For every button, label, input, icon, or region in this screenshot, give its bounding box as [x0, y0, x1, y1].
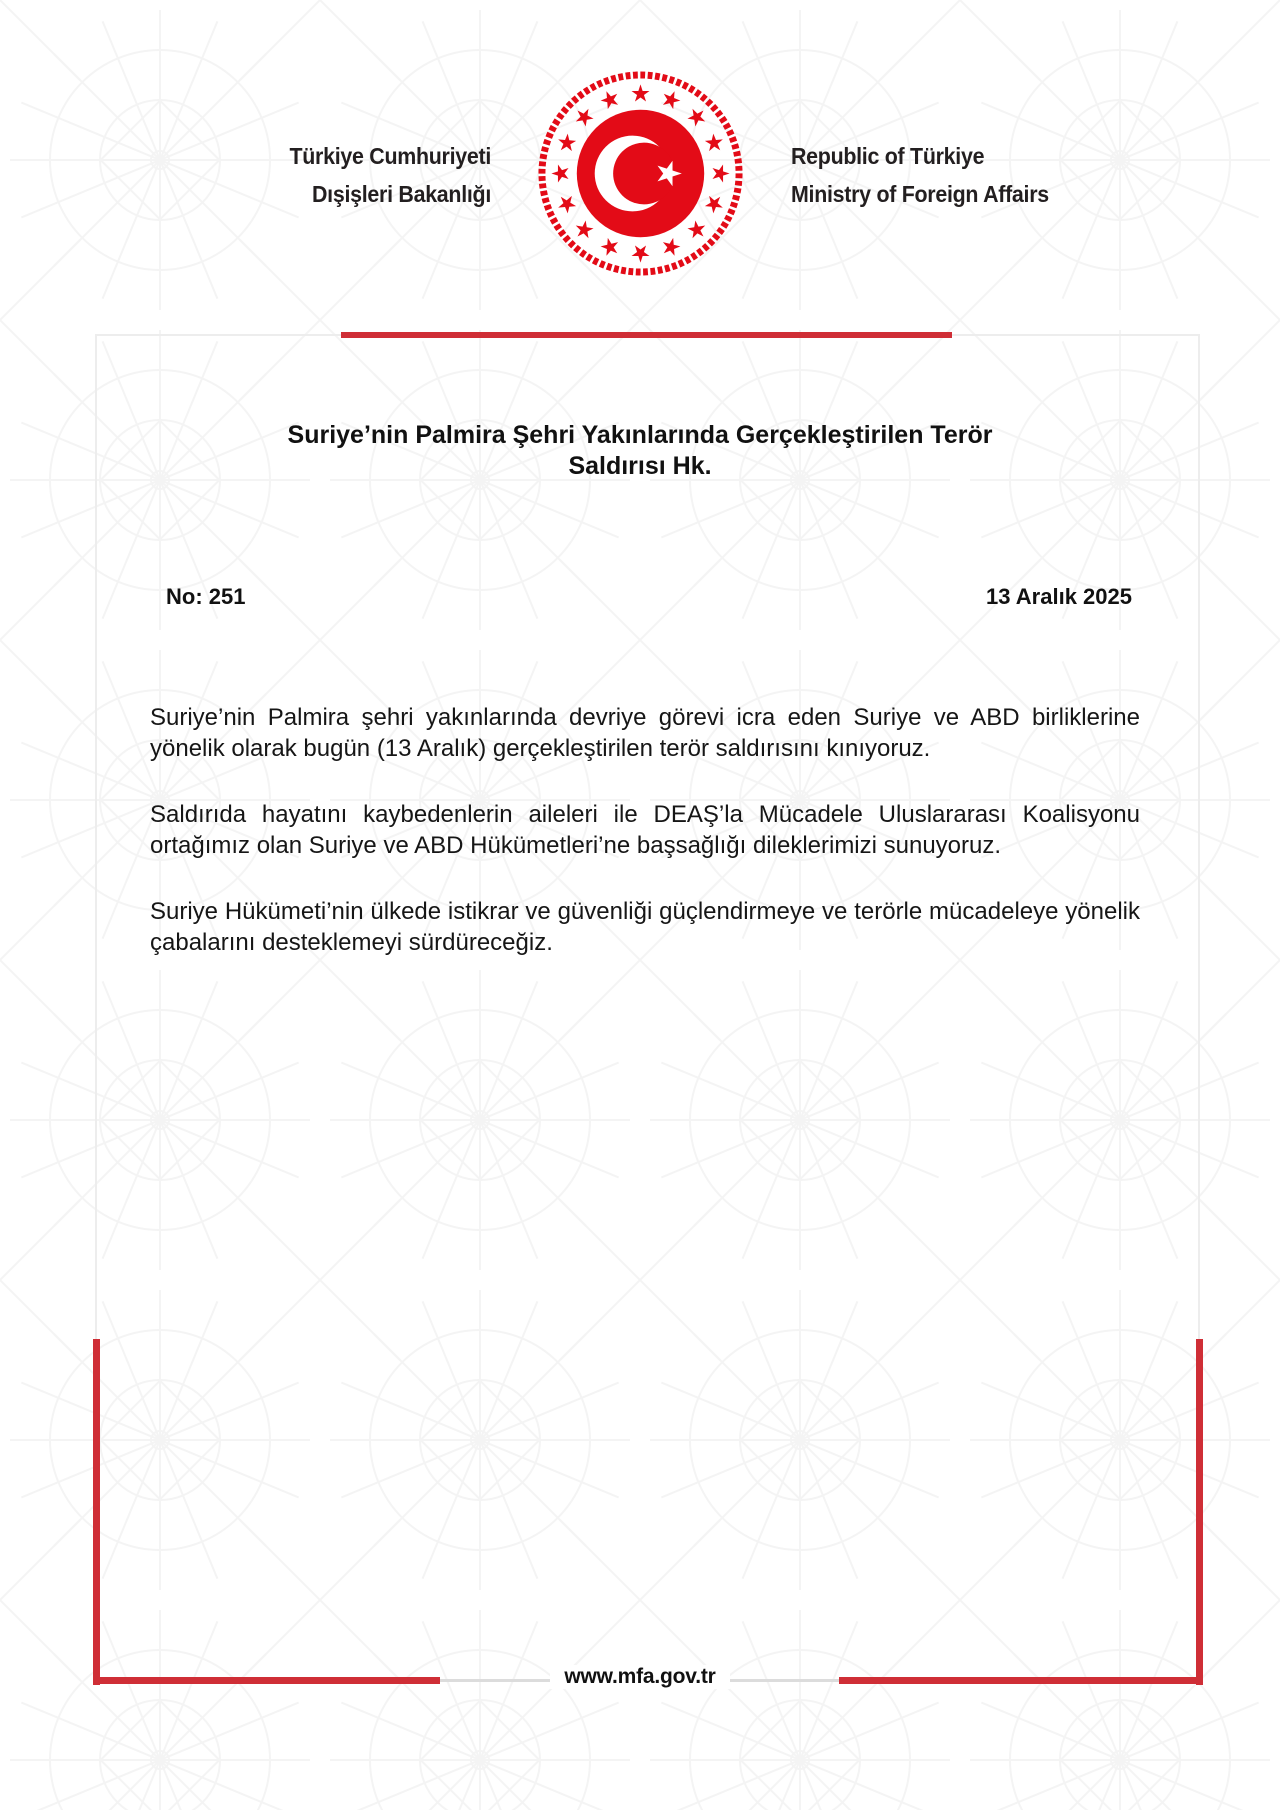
frame-top-red-rule: [341, 332, 952, 338]
document-title-line1: Suriye’nin Palmira Şehri Yakınlarında Gerçekleştirilen Terör: [287, 421, 993, 449]
document-date: 13 Aralık 2025: [986, 584, 1132, 609]
frame-left-red-rule: [93, 1339, 100, 1685]
body-paragraph-1: Suriye’nin Palmira şehri yakınlarında devriye görevi icra eden Suriye ve ABD birliklerine yönelik olarak bugün (13 Aralık) gerçekleştirilen terör saldırısını kınıyoruz.: [150, 704, 1140, 762]
frame-right-red-rule: [1196, 1339, 1203, 1685]
footer: [0, 1665, 1280, 1689]
turkey-mfa-emblem-icon: [533, 66, 748, 281]
document-number: No: 251: [166, 584, 246, 609]
org-name-turkish: [230, 137, 491, 213]
decorative-frame: [95, 334, 1200, 1682]
website-link[interactable]: www.mfa.gov.tr: [550, 1665, 729, 1689]
body-paragraph-3: Suriye Hükümeti’nin ülkede istikrar ve güvenliği güçlendirmeye ve terörle mücadeleye yönelik çabalarını desteklemeyi sürdüreceğiz.: [150, 898, 1140, 956]
body-paragraph-2: Saldırıda hayatını kaybedenlerin aileleri ile DEAŞ’la Mücadele Uluslararası Koalisyonu ortağımız olan Suriye ve ABD Hükümetleri’ne başsağlığı dileklerimizi sunuyoruz.: [150, 801, 1140, 859]
org-name-english-line1: Republic of Türkiye: [791, 143, 985, 169]
document-meta-row: [166, 584, 1132, 612]
document-title: [150, 420, 1130, 482]
org-name-turkish-line1: Türkiye Cumhuriyeti: [289, 143, 491, 169]
org-name-english-line2: Ministry of Foreign Affairs: [791, 181, 1049, 207]
org-name-english: [791, 137, 1126, 213]
document-title-line2: Saldırısı Hk.: [568, 452, 712, 480]
org-name-turkish-line2: Dışişleri Bakanlığı: [312, 181, 491, 207]
document-body: [150, 702, 1140, 993]
